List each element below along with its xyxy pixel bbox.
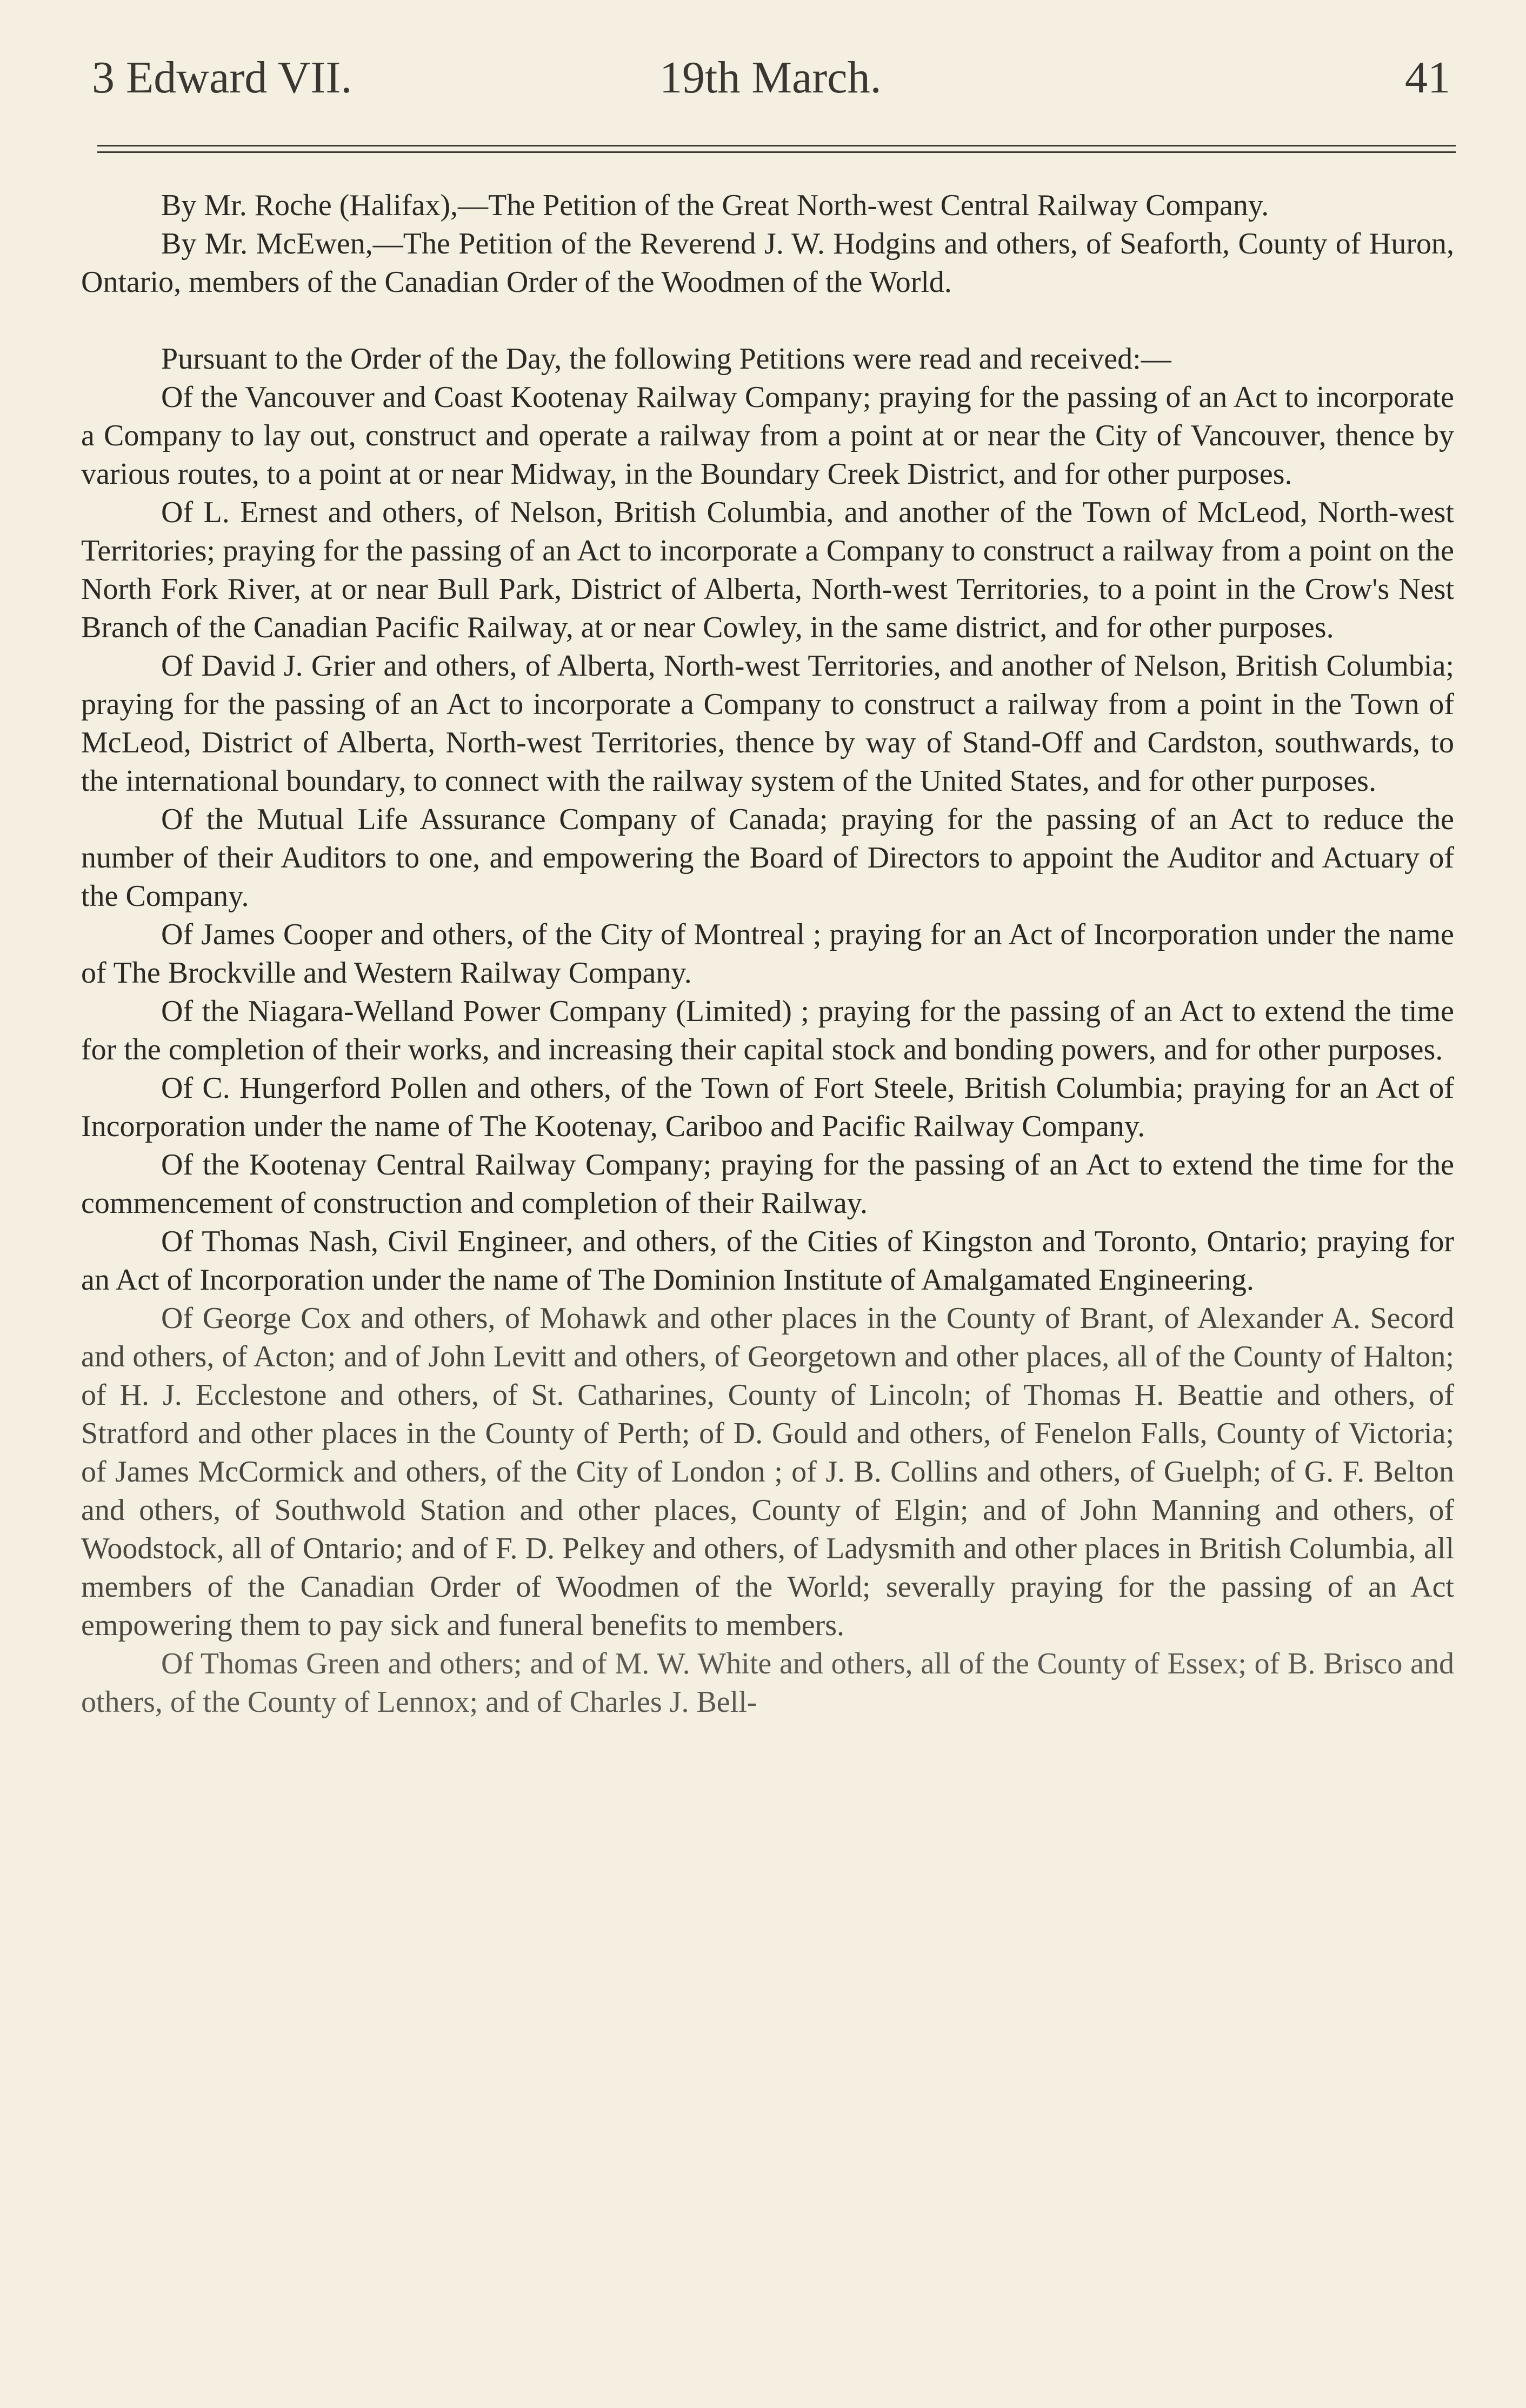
running-header (92, 51, 1450, 111)
paragraph: Of C. Hungerford Pollen and others, of the Town of Fort Steele, British Columbia; praying for an Act of Incorporation under the name of The Kootenay, Cariboo and Pacific Railway Company. (81, 1071, 1454, 1143)
journal-body (81, 186, 1454, 1722)
paragraph: By Mr. Roche (Halifax),—The Petition of the Great North-west Central Railway Company. (161, 189, 1269, 222)
page-number: 41 (1405, 52, 1450, 103)
paragraph: Of the Mutual Life Assurance Company of Canada; praying for the passing of an Act to reduce the number of their Auditors to one, and empowering the Board of Directors to appoint the Auditor and Actuary of the Company. (81, 803, 1454, 913)
header-rule-bottom (97, 151, 1456, 153)
paragraph: Of the Niagara-Welland Power Company (Limited) ; praying for the passing of an Act to extend the time for the completion of their works, and increasing their capital stock and bonding powers, and for other purposes. (81, 995, 1454, 1066)
paragraph: Of Thomas Nash, Civil Engineer, and others, of the Cities of Kingston and Toronto, Ontario; praying for an Act of Incorporation under the name of The Dominion Institute of Amalgamated Engineering. (81, 1225, 1454, 1297)
paragraph: Of David J. Grier and others, of Alberta, North-west Territories, and another of Nelson, British Columbia; praying for the passing of an Act to incorporate a Company to construct a railway from a point in the Town of McLeod, District of Alberta, North-west Territories, thence by way of Stand-Off and Cardston, southwards, to the international boundary, to connect with the railway system of the United States, and for other purposes. (81, 649, 1454, 798)
paragraph: Pursuant to the Order of the Day, the following Petitions were read and received:— (161, 342, 1171, 376)
paragraph: By Mr. McEwen,—The Petition of the Reverend J. W. Hodgins and others, of Seaforth, County of Huron, Ontario, members of the Canadian Order of the Woodmen of the World. (81, 227, 1454, 299)
paragraph: Of Thomas Green and others; and of M. W. White and others, all of the County of Essex; of B. Brisco and others, of the County of Lennox; and of Charles J. Bell- (81, 1647, 1454, 1719)
paragraph: Of James Cooper and others, of the City of Montreal ; praying for an Act of Incorporation under the name of The Brockville and Western Railway Company. (81, 918, 1454, 990)
paragraph: Of the Kootenay Central Railway Company; praying for the passing of an Act to extend the time for the commencement of construction and completion of their Railway. (81, 1148, 1454, 1220)
date-label: 19th March. (659, 52, 882, 103)
paragraph: Of L. Ernest and others, of Nelson, British Columbia, and another of the Town of McLeod, North-west Territories; praying for the passing of an Act to incorporate a Company to construct a railway from a point on the North Fork River, at or near Bull Park, District of Alberta, North-west Territories, to a point in the Crow's Nest Branch of the Canadian Pacific Railway, at or near Cowley, in the same district, and for other purposes. (81, 496, 1454, 644)
paragraph: Of the Vancouver and Coast Kootenay Railway Company; praying for the passing of an Act to incorporate a Company to lay out, construct and operate a railway from a point at or near the City of Vancouver, thence by various routes, to a point at or near Midway, in the Boundary Creek District, and for other purposes. (81, 381, 1454, 491)
paragraph: Of George Cox and others, of Mohawk and other places in the County of Brant, of Alexander A. Secord and others, of Acton; and of John Levitt and others, of Georgetown and other places, all of the County of Halton; of H. J. Ecclestone and others, of St. Catharines, County of Lincoln; of Thomas H. Beattie and others, of Stratford and other places in the County of Perth; of D. Gould and others, of Fenelon Falls, County of Victoria; of James McCormick and others, of the City of London ; of J. B. Collins and others, of Guelph; of G. F. Belton and others, of Southwold Station and other places, County of Elgin; and of John Manning and others, of Woodstock, all of Ontario; and of F. D. Pelkey and others, of Ladysmith and other places in British Columbia, all members of the Canadian Order of Woodmen of the World; severally praying for the passing of an Act empowering them to pay sick and funeral benefits to members. (81, 1302, 1454, 1642)
header-rule-top (97, 145, 1456, 146)
session-label: 3 Edward VII. (92, 52, 352, 103)
